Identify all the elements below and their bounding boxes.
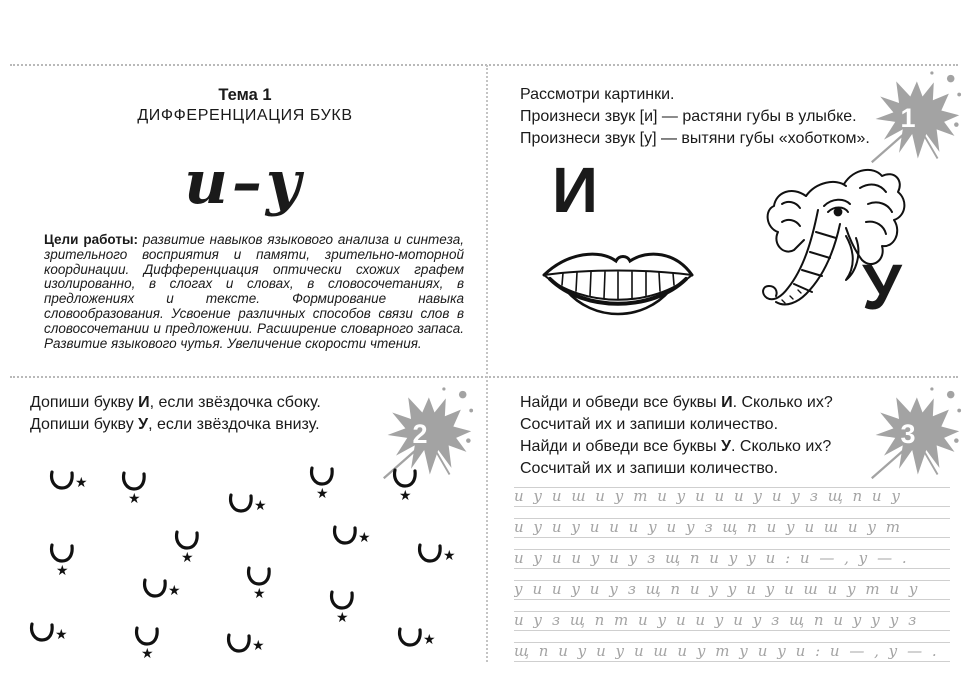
task3-line: Сосчитай их и запиши количество. [520, 460, 779, 477]
star-icon: ★ [141, 645, 154, 661]
crescent-star-item [332, 525, 378, 567]
crescent-icon [49, 470, 75, 492]
task3-line: Найди и обведи все буквы У. Сколько их? [520, 438, 832, 455]
cursive-letter-row: и у и ш и у т и у и и и у и у з щ п и у [514, 487, 950, 507]
crescent-icon [332, 525, 358, 547]
crescent-star-item [121, 471, 167, 513]
cursive-letter-row: и у и у и и и у и у з щ п и у и ш и у т [514, 518, 950, 538]
task1-line: Рассмотри картинки. [520, 86, 675, 103]
star-icon: ★ [399, 487, 412, 503]
crescent-star-item [309, 466, 355, 508]
crescent-star-item [49, 543, 95, 585]
star-icon: ★ [181, 549, 194, 565]
task3-number-splat [868, 386, 962, 484]
task3-number: 3 [900, 419, 916, 449]
star-icon: ★ [55, 626, 68, 642]
star-icon: ★ [253, 585, 266, 601]
goals-paragraph [44, 233, 464, 351]
star-icon: ★ [443, 547, 456, 563]
letter-i-display: И [552, 154, 598, 226]
task1-number: 1 [900, 103, 916, 133]
cursive-letter-row: и у з щ п т и у и и у и у з щ п и у у у з [514, 611, 950, 631]
crescent-star-item [329, 590, 375, 632]
smiling-lips-illustration [538, 228, 698, 331]
vertical-divider [486, 65, 488, 662]
goals-text: развитие навыков языкового анализа и синтеза, зрительного восприятия и памяти, зрительно-моторной координации. Дифференциация оптически схожих графем изолированно, в слогах и словах, в словосочетаниях, в предложениях и тексте. Формирование навыка словообразования. Усвоение различных способов связи слов в словосочетании и предложении. Расширение словарного запаса. Развитие языкового чутья. Увеличение скорости чтения. [44, 232, 464, 351]
star-icon: ★ [252, 637, 265, 653]
star-icon: ★ [423, 631, 436, 647]
star-icon: ★ [358, 529, 371, 545]
star-icon: ★ [168, 582, 181, 598]
crescent-star-item [228, 493, 274, 535]
cursive-letter-row: у и и у и у з щ п и у у и у и ш и у т и у [514, 580, 950, 600]
crescent-icon [29, 622, 55, 644]
crescent-star-item [142, 578, 188, 620]
task1-instructions [520, 84, 870, 150]
middle-divider [10, 376, 958, 378]
crescent-icon [142, 578, 168, 600]
task2-number: 2 [412, 419, 428, 449]
top-divider [10, 64, 958, 66]
task2-line: Допиши букву И, если звёздочка сбоку. [30, 394, 321, 411]
task3-line: Найди и обведи все буквы И. Сколько их? [520, 394, 833, 411]
crescent-star-item [397, 627, 443, 669]
crescent-icon [397, 627, 423, 649]
task1-line: Произнеси звук [и] — растяни губы в улыбке. [520, 108, 857, 125]
cursive-letter-row: и у и и у и у з щ п и у у и : и — , у — . [514, 549, 950, 569]
star-icon: ★ [336, 609, 349, 625]
theme-header [28, 86, 462, 125]
theme-label: Тема 1 [218, 86, 272, 104]
crescent-icon [417, 543, 443, 565]
task1-line: Произнеси звук [у] — вытяни губы «хоботком». [520, 130, 870, 147]
task3-line: Сосчитай их и запиши количество. [520, 416, 779, 433]
cursive-rows [514, 487, 950, 673]
letter-u-display: У [862, 251, 902, 323]
crescent-star-item [174, 530, 220, 572]
task2-instructions [30, 392, 321, 436]
crescent-star-item [392, 468, 438, 510]
crescent-star-item [29, 622, 75, 664]
star-icon: ★ [56, 562, 69, 578]
cursive-letter-row: щ п и у и у и ш и у т у и у и : и — , у — . [514, 642, 950, 662]
crescent-star-item [417, 543, 463, 585]
letter-pair-cursive: и–у [184, 148, 306, 218]
task3-instructions [520, 392, 833, 480]
crescent-star-item [246, 566, 292, 608]
star-icon: ★ [128, 490, 141, 506]
task2-line: Допиши букву У, если звёздочка внизу. [30, 416, 320, 433]
page-title: ДИФФЕРЕНЦИАЦИЯ БУКВ [137, 107, 353, 124]
star-icon: ★ [316, 485, 329, 501]
crescent-icon [226, 633, 252, 655]
crescent-star-item [226, 633, 272, 675]
star-icon: ★ [254, 497, 267, 513]
crescent-star-item [134, 626, 180, 668]
task1-number-splat [868, 70, 962, 168]
crescent-icon [228, 493, 254, 515]
star-icon: ★ [75, 474, 88, 490]
goals-lead: Цели работы: [44, 232, 138, 247]
crescent-star-item [49, 470, 95, 512]
